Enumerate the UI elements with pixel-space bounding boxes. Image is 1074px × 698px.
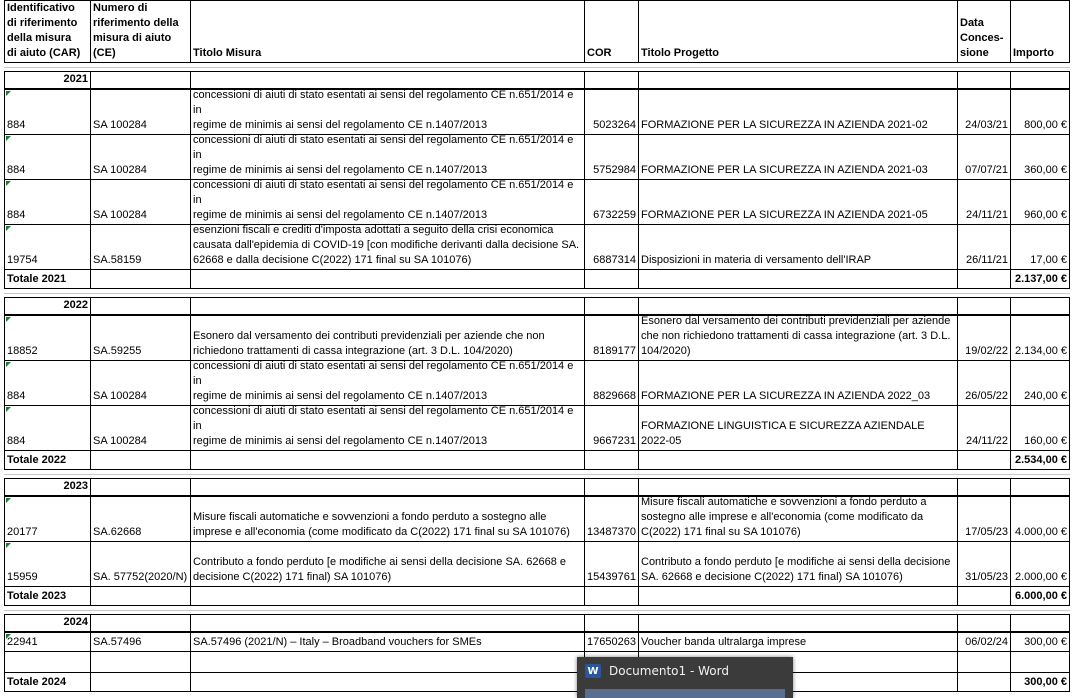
empty-cell[interactable] [957,72,1010,88]
cell-line: Contributo a fondo perduto [e modifiche ai sensi della decisione [641,556,951,568]
cell-text: 26/05/22 [965,390,1008,402]
empty-cell[interactable] [957,615,1010,631]
cell-ce[interactable] [90,542,190,586]
cell-text: 4.000,00 € [1015,526,1067,538]
cell-text: 22941 [7,636,38,648]
cell-text: SA.57496 [93,636,142,648]
cell-cor[interactable] [584,497,638,541]
cell-ce[interactable] [90,497,190,541]
empty-cell[interactable] [190,615,584,631]
total-label[interactable] [4,270,90,288]
empty-cell[interactable] [638,587,957,605]
green-triangle-icon [6,226,11,231]
cell-cor[interactable] [584,135,638,179]
cell-text: 5752984 [593,164,636,176]
word-icon: W [585,664,601,678]
cell-progetto[interactable] [638,316,957,360]
cell-line: regime de minimis ai sensi del regolamento CE n.1407/2013 [193,119,488,131]
cell-line: FORMAZIONE PER LA SICUREZZA IN AZIENDA 2021-03 [641,164,928,176]
cell-line: imprese e all'economia (come modificato da C(2022) 171 final su SA 101076) [193,526,570,538]
empty-cell[interactable] [638,615,957,631]
cell-line: FORMAZIONE PER LA SICUREZZA IN AZIENDA 2022_03 [641,390,931,402]
cell-misura[interactable] [190,361,584,405]
cell-text: 300,00 € [1024,676,1067,688]
cell-line: causata dall'epidemia di COVID-19 [con modifiche derivanti dalla decisione SA. [193,239,580,251]
cell-line: Data [960,17,984,29]
empty-cell[interactable] [4,652,90,672]
cell-line: concessioni di aiuti di stato esentati ai sensi del regolamento CE n.651/2014 e in [193,180,574,206]
green-triangle-icon [6,543,11,548]
cell-line: (CE) [93,47,116,59]
cell-line: richiedono trattamenti di cassa integrazione (art. 3 D.L. 104/2020) [193,345,513,357]
cell-text: 24/11/21 [965,209,1008,221]
cell-importo[interactable] [1010,180,1070,224]
green-triangle-icon [6,634,11,639]
cell-text: 9667231 [593,435,636,447]
cell-line: decisione C(2022) 171 final) SA 101076) [193,571,392,583]
empty-cell[interactable] [190,270,584,288]
year-row [4,297,1070,315]
cell-text: 6.000,00 € [1015,590,1067,602]
total-row [4,450,1070,470]
cell-misura[interactable] [190,135,584,179]
total-row [4,269,1070,289]
cell-text: 884 [7,119,26,131]
cell-cor[interactable] [584,180,638,224]
cell-ce[interactable] [90,633,190,651]
cell-text: 2.137,00 € [1015,273,1067,285]
empty-row [4,651,1070,673]
cell-progetto[interactable] [638,135,957,179]
sheet-gridline [4,474,1070,475]
empty-cell[interactable] [584,587,638,605]
taskbar-preview-popup[interactable] [577,657,793,698]
cell-cor[interactable] [584,406,638,450]
cell-line: concessioni di aiuti di stato esentati ai sensi del regolamento CE n.651/2014 e in [193,406,574,432]
cell-line: FORMAZIONE LINGUISTICA E SICUREZZA AZIENDALE 2022-05 [641,420,925,447]
empty-cell[interactable] [584,72,638,88]
cell-text: 20177 [7,526,38,538]
empty-cell[interactable] [638,479,957,495]
cell-misura[interactable] [190,542,584,586]
year-label[interactable] [4,479,90,495]
green-triangle-icon [6,91,11,96]
cell-text: 2.000,00 € [1015,571,1067,583]
cell-line: Identificativo [7,2,75,14]
year-label[interactable] [4,72,90,88]
empty-cell[interactable] [638,298,957,314]
cell-line: regime de minimis ai sensi del regolamento CE n.1407/2013 [193,209,488,221]
cell-text: 13487370 [587,526,636,538]
cell-ce[interactable] [90,406,190,450]
empty-cell[interactable] [190,298,584,314]
cell-car[interactable] [4,542,90,586]
cell-car[interactable] [4,361,90,405]
total-value[interactable] [1010,270,1070,288]
empty-cell[interactable] [584,298,638,314]
empty-cell[interactable] [638,72,957,88]
cell-data[interactable] [957,542,1010,586]
empty-cell[interactable] [638,270,957,288]
green-triangle-icon [6,362,11,367]
cell-progetto[interactable] [638,90,957,134]
empty-cell[interactable] [957,673,1010,691]
green-triangle-icon [6,181,11,186]
cell-text: 8189177 [593,345,636,357]
cell-line: della misura [7,32,72,44]
cell-misura[interactable] [190,90,584,134]
cell-progetto[interactable] [638,542,957,586]
year-label[interactable] [4,298,90,314]
empty-cell[interactable] [957,451,1010,469]
cell-progetto[interactable] [638,406,957,450]
cell-text: SA.58159 [93,254,142,266]
cell-text: 2022 [63,299,88,311]
table-row [4,541,1070,587]
cell-line: Disposizioni in materia di versamento dell'IRAP [641,254,872,266]
cell-text: 2023 [63,480,88,492]
cell-progetto[interactable] [638,225,957,269]
empty-cell[interactable] [1010,479,1070,495]
year-label[interactable] [4,615,90,631]
cell-data[interactable] [957,180,1010,224]
cell-cor[interactable] [584,542,638,586]
cell-ce[interactable] [90,180,190,224]
cell-text: SA. 57752(2020/N) [93,571,188,583]
cell-text: 240,00 € [1024,390,1067,402]
total-value[interactable] [1010,673,1070,691]
cell-line: regime de minimis ai sensi del regolamento CE n.1407/2013 [193,164,488,176]
cell-cor[interactable] [584,316,638,360]
cell-text: 24/11/22 [965,435,1008,447]
cell-text: Totale 2022 [7,454,67,466]
cell-text: 6887314 [593,254,636,266]
cell-text: Importo [1013,47,1054,59]
cell-line: Misure fiscali automatiche e sovvenzioni a fondo perduto a [641,497,927,508]
total-label[interactable] [4,673,90,691]
cell-line: concessioni di aiuti di stato esentati ai sensi del regolamento CE n.651/2014 e in [193,90,574,116]
empty-cell[interactable] [584,615,638,631]
cell-misura[interactable] [190,180,584,224]
cell-text: 300,00 € [1024,636,1067,648]
cell-car[interactable] [4,180,90,224]
sheet-gridline [4,610,1070,611]
total-label[interactable] [4,451,90,469]
cell-importo[interactable] [1010,225,1070,269]
empty-cell[interactable] [957,587,1010,605]
total-row [4,586,1070,606]
table-row [4,405,1070,451]
year-row [4,478,1070,496]
cell-misura[interactable] [190,225,584,269]
empty-cell[interactable] [190,72,584,88]
cell-text: 07/07/21 [965,164,1008,176]
empty-cell[interactable] [1010,298,1070,314]
cell-ce[interactable] [90,361,190,405]
cell-ce[interactable] [90,225,190,269]
cell-text: 5023264 [593,119,636,131]
cell-line: di aiuto (CAR) [7,47,81,59]
cell-text: SA 100284 [93,209,147,221]
cell-line: sione [960,47,989,59]
cell-text: 2021 [63,73,88,85]
cell-line: SA. 62668 e decisione C(2022) 171 final) SA 101076) [641,571,903,583]
cell-progetto[interactable] [638,361,957,405]
green-triangle-icon [6,498,11,503]
cell-importo[interactable] [1010,497,1070,541]
window-title: Documento1 - Word [609,664,729,678]
empty-cell[interactable] [584,479,638,495]
cell-car[interactable] [4,633,90,651]
cell-text: 2024 [63,616,88,628]
cell-line: Conces- [960,32,1004,44]
cell-text: SA 100284 [93,435,147,447]
cell-line: regime de minimis ai sensi del regolamento CE n.1407/2013 [193,435,488,447]
spreadsheet[interactable] [4,0,1070,698]
cell-line: di riferimento [7,17,78,29]
cell-importo[interactable] [1010,135,1070,179]
cell-text: Titolo Progetto [641,47,720,59]
empty-cell[interactable] [190,587,584,605]
empty-cell[interactable] [190,652,584,672]
cell-line: misura di aiuto [93,32,172,44]
cell-car[interactable] [4,497,90,541]
cell-text: Titolo Misura [193,47,262,59]
cell-text: SA 100284 [93,390,147,402]
cell-line: Esonero dal versamento dei contributi previdenziali per aziende [641,316,951,327]
cell-line: FORMAZIONE PER LA SICUREZZA IN AZIENDA 2021-02 [641,119,928,131]
cell-data[interactable] [957,225,1010,269]
cell-text: Totale 2024 [7,676,67,688]
cell-car[interactable] [4,316,90,360]
cell-line: FORMAZIONE PER LA SICUREZZA IN AZIENDA 2021-05 [641,209,928,221]
header-importo[interactable] [1010,1,1070,62]
cell-car[interactable] [4,135,90,179]
cell-importo[interactable] [1010,361,1070,405]
cell-ce[interactable] [90,135,190,179]
cell-text: SA 100284 [93,164,147,176]
table-row [4,224,1070,270]
cell-progetto[interactable] [638,180,957,224]
empty-cell[interactable] [90,652,190,672]
cell-line: Voucher banda ultralarga imprese [641,636,807,648]
cell-line: 104/2020) [641,345,691,357]
cell-text: 8829668 [593,390,636,402]
cell-text: 17650263 [587,636,636,648]
cell-text: 960,00 € [1024,209,1067,221]
empty-cell[interactable] [584,270,638,288]
cell-progetto[interactable] [638,497,957,541]
cell-data[interactable] [957,361,1010,405]
green-triangle-icon [6,407,11,412]
cell-text: SA.62668 [93,526,142,538]
cell-line: concessioni di aiuti di stato esentati ai sensi del regolamento CE n.651/2014 e in [193,361,574,387]
cell-data[interactable] [957,90,1010,134]
cell-text: 18852 [7,345,38,357]
table-row [4,632,1070,652]
cell-progetto[interactable] [638,633,957,651]
empty-cell[interactable] [957,652,1010,672]
header-ce[interactable] [90,1,190,62]
cell-misura[interactable] [190,316,584,360]
total-value[interactable] [1010,451,1070,469]
sheet-gridline [4,67,1070,68]
cell-line: Misure fiscali automatiche e sovvenzioni a fondo perduto a sostegno alle [193,511,547,523]
total-label[interactable] [4,587,90,605]
cell-text: SA 100284 [93,119,147,131]
table-row [4,315,1070,361]
cell-line: C(2022) 171 final su SA 101076) [641,526,801,538]
cell-text: 884 [7,209,26,221]
cell-ce[interactable] [90,90,190,134]
cell-line: che non richiedono trattamenti di cassa integrazione (art. 3 D.L. [641,330,951,342]
green-triangle-icon [6,136,11,141]
empty-cell[interactable] [190,673,584,691]
empty-cell[interactable] [90,72,190,88]
cell-text: 15439761 [587,571,636,583]
cell-data[interactable] [957,633,1010,651]
cell-importo[interactable] [1010,633,1070,651]
cell-text: 15959 [7,571,38,583]
cell-cor[interactable] [584,633,638,651]
cell-line: Contributo a fondo perduto [e modifiche ai sensi della decisione SA. 62668 e [193,556,567,568]
cell-text: 800,00 € [1024,119,1067,131]
table-row [4,89,1070,135]
cell-data[interactable] [957,316,1010,360]
cell-data[interactable] [957,406,1010,450]
header-row [4,0,1070,63]
empty-cell[interactable] [90,615,190,631]
empty-cell[interactable] [1010,652,1070,672]
cell-line: concessioni di aiuti di stato esentati ai sensi del regolamento CE n.651/2014 e in [193,135,574,161]
cell-text: 884 [7,390,26,402]
cell-ce[interactable] [90,316,190,360]
taskbar-preview-title[interactable] [585,664,729,678]
cell-car[interactable] [4,90,90,134]
cell-misura[interactable] [190,633,584,651]
sheet-gridline [4,293,1070,294]
empty-cell[interactable] [957,270,1010,288]
cell-misura[interactable] [190,497,584,541]
empty-cell[interactable] [638,451,957,469]
table-row [4,134,1070,180]
header-cor[interactable] [584,1,638,62]
cell-cor[interactable] [584,90,638,134]
cell-text: 17,00 € [1030,254,1067,266]
table-row [4,496,1070,542]
empty-cell[interactable] [90,270,190,288]
empty-cell[interactable] [957,479,1010,495]
cell-cor[interactable] [584,361,638,405]
cell-cor[interactable] [584,225,638,269]
cell-line: riferimento della [93,17,179,29]
cell-text: COR [587,47,612,59]
empty-cell[interactable] [957,298,1010,314]
cell-text: SA.59255 [93,345,142,357]
cell-text: 884 [7,164,26,176]
green-triangle-icon [6,317,11,322]
header-titolo_progetto[interactable] [638,1,957,62]
cell-importo[interactable] [1010,542,1070,586]
total-row [4,672,1070,692]
empty-cell[interactable] [190,451,584,469]
cell-text: 06/02/24 [965,636,1008,648]
empty-cell[interactable] [90,673,190,691]
table-row [4,179,1070,225]
cell-text: 2.134,00 € [1015,345,1067,357]
total-value[interactable] [1010,587,1070,605]
empty-cell[interactable] [90,587,190,605]
window-thumbnail[interactable] [585,689,785,698]
cell-misura[interactable] [190,406,584,450]
cell-text: 31/05/23 [965,571,1008,583]
year-row [4,71,1070,89]
cell-text: Totale 2021 [7,273,67,285]
cell-line: 62668 e dalla decisione C(2022) 171 final su SA 101076) [193,254,472,266]
empty-cell[interactable] [1010,615,1070,631]
cell-car[interactable] [4,225,90,269]
cell-text: 17/05/23 [965,526,1008,538]
cell-line: Esonero dal versamento dei contributi previdenziali per aziende che non [193,330,545,342]
cell-text: 6732259 [593,209,636,221]
cell-text: 360,00 € [1024,164,1067,176]
cell-importo[interactable] [1010,90,1070,134]
cell-text: 160,00 € [1024,435,1067,447]
header-car[interactable] [4,1,90,62]
cell-text: 2.534,00 € [1015,454,1067,466]
cell-text: 19/02/22 [965,345,1008,357]
cell-importo[interactable] [1010,316,1070,360]
cell-text: 26/11/21 [965,254,1008,266]
header-titolo_misura[interactable] [190,1,584,62]
cell-text: 24/03/21 [965,119,1008,131]
empty-cell[interactable] [90,451,190,469]
empty-cell[interactable] [90,479,190,495]
cell-text: Totale 2023 [7,590,67,602]
cell-text: 19754 [7,254,38,266]
cell-car[interactable] [4,406,90,450]
cell-line: Numero di [93,2,148,14]
cell-line: SA.57496 (2021/N) – Italy – Broadband vouchers for SMEs [193,636,482,648]
table-row [4,360,1070,406]
empty-cell[interactable] [1010,72,1070,88]
empty-cell[interactable] [190,479,584,495]
empty-cell[interactable] [584,451,638,469]
cell-importo[interactable] [1010,406,1070,450]
empty-cell[interactable] [90,298,190,314]
cell-data[interactable] [957,497,1010,541]
cell-data[interactable] [957,135,1010,179]
cell-line: regime de minimis ai sensi del regolamento CE n.1407/2013 [193,390,488,402]
cell-line: sostegno alle imprese e all'economia (come modificato da [641,511,924,523]
header-data[interactable] [957,1,1010,62]
cell-line: esenzioni fiscali e crediti d'imposta adottati a seguito della crisi economica [193,225,554,236]
cell-text: 884 [7,435,26,447]
year-row [4,614,1070,632]
